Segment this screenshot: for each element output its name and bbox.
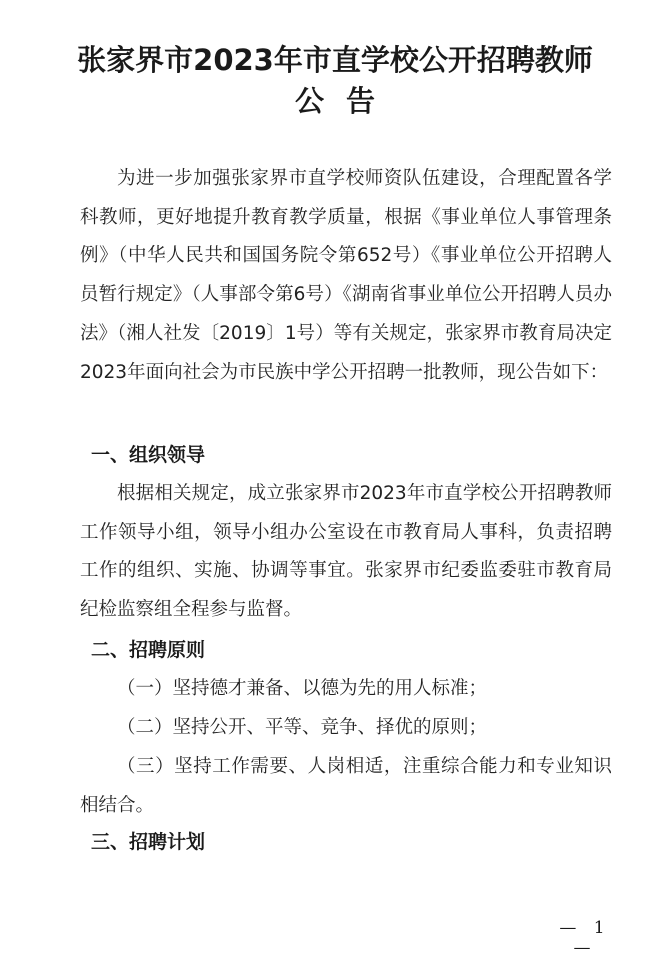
section-heading-organization: 一、组织领导 [91, 444, 206, 466]
section-heading-principles: 二、招聘原则 [91, 639, 206, 661]
principle-item-3: （三）坚持工作需要、人岗相适，注重综合能力和专业知识相结合。 [80, 756, 612, 816]
page-number: — 1 — [559, 918, 611, 958]
section-heading-plan: 三、招聘计划 [91, 831, 206, 853]
principle-item-2: （二）坚持公开、平等、竞争、择优的原则； [117, 717, 488, 738]
principle-item-1: （一）坚持德才兼备、以德为先的用人标准； [117, 678, 488, 699]
document-title: 张家界市2023年市直学校公开招聘教师 [77, 43, 593, 77]
organization-paragraph: 根据相关规定，成立张家界市2023年市直学校公开招聘教师工作领导小组，领导小组办公室设在市教育局人事科，负责招聘工作的组织、实施、协调等事宜。张家界市纪委监委驻市教育局纪检监察组全程参与监督。 [80, 483, 612, 621]
intro-paragraph: 为进一步加强张家界市直学校师资队伍建设，合理配置各学科教师，更好地提升教育教学质量，根据《事业单位人事管理条例》（中华人民共和国国务院令第652号）《事业单位公开招聘人员暂行规定》（人事部令第6号）《湖南省事业单位公开招聘人员办法》（湘人社发〔2019〕1号）等有关规定，张家界市教育局决定2023年面向社会为市民族中学公开招聘一批教师，现公告如下： [80, 168, 612, 383]
document-title-suffix: 公告 [294, 84, 397, 118]
